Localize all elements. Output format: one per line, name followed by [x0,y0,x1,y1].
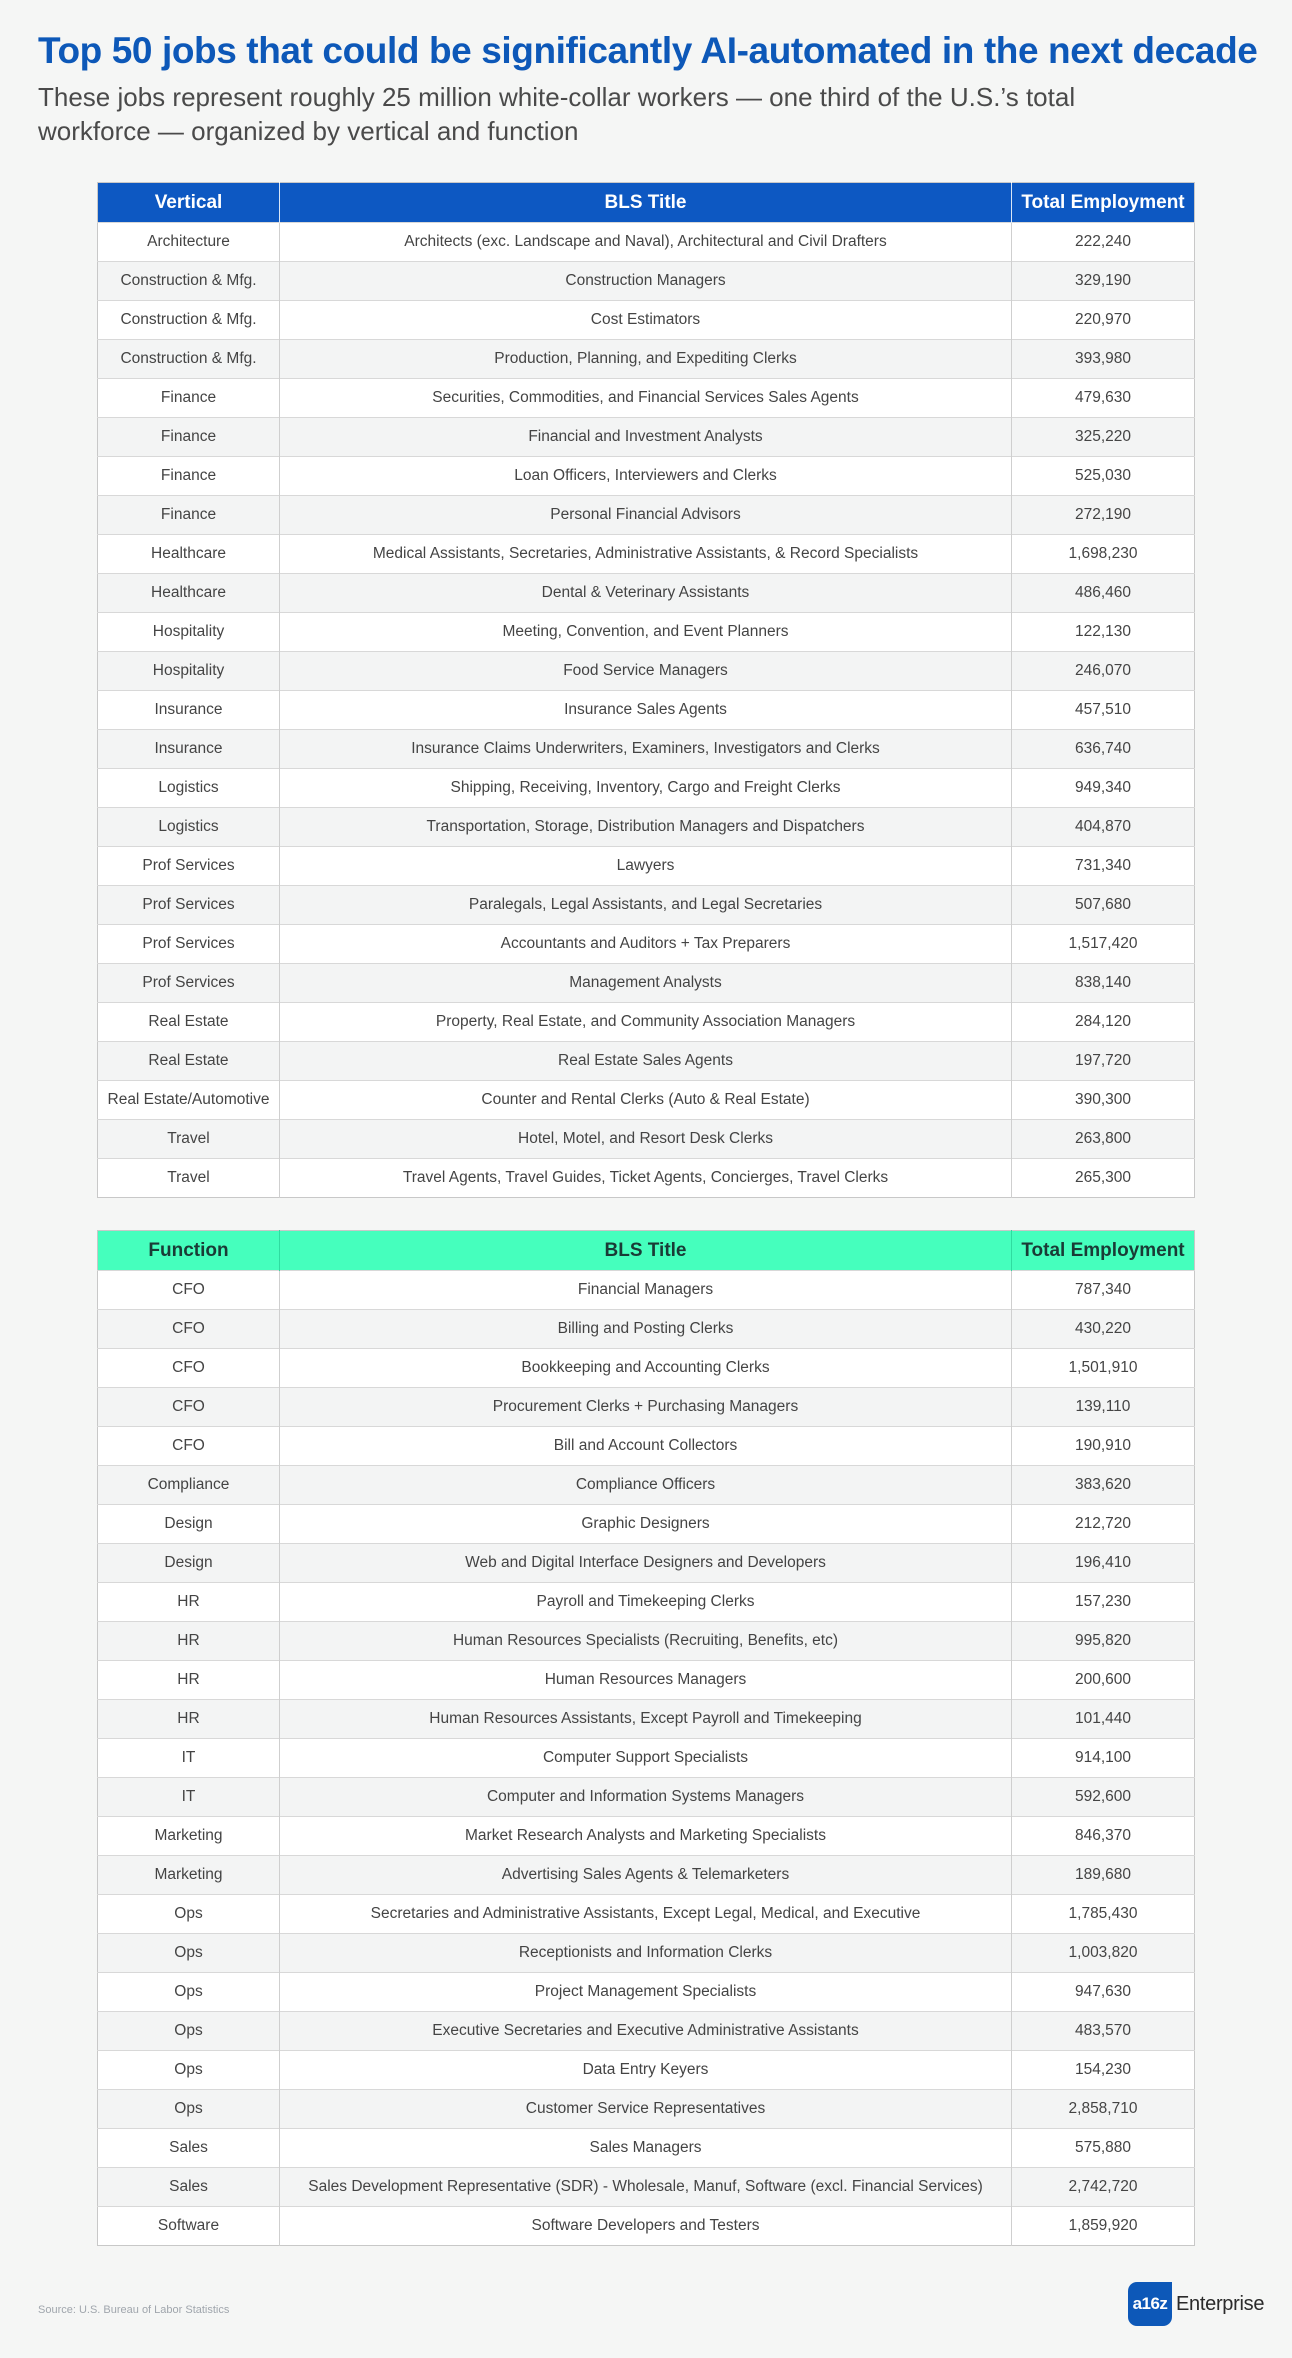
cell-total-employment: 197,720 [1012,1042,1195,1081]
cell-total-employment: 1,698,230 [1012,535,1195,574]
cell-bls-title: Lawyers [280,847,1012,886]
page-title: Top 50 jobs that could be significantly AI-automated in the next decade [38,30,1258,71]
table-row [98,1466,1195,1505]
cell-bls-title: Financial Managers [280,1271,1012,1310]
cell-category: HR [98,1661,280,1700]
table-row [98,379,1195,418]
vertical-table [97,182,1195,1198]
cell-total-employment: 1,501,910 [1012,1349,1195,1388]
cell-category: Ops [98,2012,280,2051]
cell-total-employment: 139,110 [1012,1388,1195,1427]
table-row [98,652,1195,691]
table-row [98,574,1195,613]
function-table [97,1230,1195,2246]
cell-total-employment: 246,070 [1012,652,1195,691]
cell-category: Marketing [98,1856,280,1895]
table-row [98,1388,1195,1427]
cell-category: Logistics [98,808,280,847]
table-row [98,418,1195,457]
cell-category: Prof Services [98,886,280,925]
cell-total-employment: 787,340 [1012,1271,1195,1310]
table-row [98,769,1195,808]
cell-category: Healthcare [98,535,280,574]
cell-total-employment: 592,600 [1012,1778,1195,1817]
cell-total-employment: 479,630 [1012,379,1195,418]
table-row [98,1856,1195,1895]
cell-category: Ops [98,2051,280,2090]
cell-category: Hospitality [98,613,280,652]
cell-category: Sales [98,2168,280,2207]
table-row [98,535,1195,574]
table-row [98,2207,1195,2246]
cell-bls-title: Loan Officers, Interviewers and Clerks [280,457,1012,496]
table-row [98,691,1195,730]
cell-bls-title: Medical Assistants, Secretaries, Administrative Assistants, & Record Specialists [280,535,1012,574]
cell-total-employment: 575,880 [1012,2129,1195,2168]
table-row [98,1895,1195,1934]
cell-total-employment: 838,140 [1012,964,1195,1003]
table-row [98,262,1195,301]
cell-total-employment: 212,720 [1012,1505,1195,1544]
table-row [98,2090,1195,2129]
a16z-enterprise-logo [1128,2282,1264,2326]
cell-category: Finance [98,457,280,496]
cell-bls-title: Accountants and Auditors + Tax Preparers [280,925,1012,964]
cell-total-employment: 220,970 [1012,301,1195,340]
column-header-vertical: Vertical [98,183,280,223]
cell-bls-title: Counter and Rental Clerks (Auto & Real Estate) [280,1081,1012,1120]
cell-total-employment: 329,190 [1012,262,1195,301]
cell-total-employment: 636,740 [1012,730,1195,769]
cell-category: HR [98,1583,280,1622]
column-header-function: Function [98,1231,280,1271]
page-subtitle: These jobs represent roughly 25 million white-collar workers — one third of the U.S.’s total workforce — organized by vertical and function [38,82,1076,146]
cell-total-employment: 846,370 [1012,1817,1195,1856]
table-row [98,457,1195,496]
cell-bls-title: Cost Estimators [280,301,1012,340]
cell-total-employment: 404,870 [1012,808,1195,847]
cell-bls-title: Payroll and Timekeeping Clerks [280,1583,1012,1622]
cell-category: Design [98,1505,280,1544]
cell-total-employment: 1,003,820 [1012,1934,1195,1973]
cell-bls-title: Human Resources Specialists (Recruiting, Benefits, etc) [280,1622,1012,1661]
table-row [98,2129,1195,2168]
table-row [98,1349,1195,1388]
cell-bls-title: Receptionists and Information Clerks [280,1934,1012,1973]
cell-category: Insurance [98,730,280,769]
cell-category: Finance [98,379,280,418]
cell-total-employment: 200,600 [1012,1661,1195,1700]
cell-bls-title: Web and Digital Interface Designers and Developers [280,1544,1012,1583]
table-header-row [98,183,1195,223]
cell-bls-title: Insurance Claims Underwriters, Examiners, Investigators and Clerks [280,730,1012,769]
column-header-bls-title: BLS Title [280,1231,1012,1271]
cell-category: Compliance [98,1466,280,1505]
table-row [98,1120,1195,1159]
table-row [98,1081,1195,1120]
cell-total-employment: 154,230 [1012,2051,1195,2090]
cell-bls-title: Bookkeeping and Accounting Clerks [280,1349,1012,1388]
cell-bls-title: Compliance Officers [280,1466,1012,1505]
cell-bls-title: Management Analysts [280,964,1012,1003]
table-row [98,340,1195,379]
cell-bls-title: Dental & Veterinary Assistants [280,574,1012,613]
column-header-total-employment: Total Employment [1012,183,1195,223]
cell-bls-title: Architects (exc. Landscape and Naval), Architectural and Civil Drafters [280,223,1012,262]
cell-category: Prof Services [98,964,280,1003]
table-row [98,301,1195,340]
cell-bls-title: Personal Financial Advisors [280,496,1012,535]
cell-category: HR [98,1622,280,1661]
cell-total-employment: 284,120 [1012,1003,1195,1042]
cell-category: Insurance [98,691,280,730]
cell-category: Travel [98,1120,280,1159]
cell-bls-title: Securities, Commodities, and Financial Services Sales Agents [280,379,1012,418]
cell-bls-title: Paralegals, Legal Assistants, and Legal Secretaries [280,886,1012,925]
cell-category: Software [98,2207,280,2246]
cell-bls-title: Production, Planning, and Expediting Clerks [280,340,1012,379]
cell-total-employment: 393,980 [1012,340,1195,379]
logo-wordmark: Enterprise [1176,2292,1265,2315]
table-row [98,1583,1195,1622]
cell-bls-title: Graphic Designers [280,1505,1012,1544]
cell-bls-title: Billing and Posting Clerks [280,1310,1012,1349]
cell-bls-title: Transportation, Storage, Distribution Managers and Dispatchers [280,808,1012,847]
cell-total-employment: 457,510 [1012,691,1195,730]
cell-category: CFO [98,1388,280,1427]
cell-bls-title: Human Resources Managers [280,1661,1012,1700]
cell-total-employment: 430,220 [1012,1310,1195,1349]
column-header-bls-title: BLS Title [280,183,1012,223]
table-row [98,1544,1195,1583]
cell-category: Travel [98,1159,280,1198]
table-row [98,1934,1195,1973]
cell-total-employment: 265,300 [1012,1159,1195,1198]
cell-total-employment: 122,130 [1012,613,1195,652]
cell-total-employment: 914,100 [1012,1739,1195,1778]
cell-bls-title: Hotel, Motel, and Resort Desk Clerks [280,1120,1012,1159]
cell-total-employment: 1,859,920 [1012,2207,1195,2246]
source-note: Source: U.S. Bureau of Labor Statistics [38,2304,230,2316]
cell-bls-title: Real Estate Sales Agents [280,1042,1012,1081]
cell-bls-title: Project Management Specialists [280,1973,1012,2012]
table-row [98,1003,1195,1042]
table-row [98,1271,1195,1310]
a16z-logo-icon: a16z [1128,2282,1172,2326]
cell-total-employment: 196,410 [1012,1544,1195,1583]
cell-bls-title: Software Developers and Testers [280,2207,1012,2246]
cell-category: Real Estate/Automotive [98,1081,280,1120]
cell-bls-title: Computer Support Specialists [280,1739,1012,1778]
cell-category: Ops [98,1934,280,1973]
table-row [98,2168,1195,2207]
table-row [98,1505,1195,1544]
table-row [98,1159,1195,1198]
table-row [98,1973,1195,2012]
cell-category: Design [98,1544,280,1583]
cell-bls-title: Procurement Clerks + Purchasing Managers [280,1388,1012,1427]
cell-total-employment: 1,785,430 [1012,1895,1195,1934]
cell-total-employment: 157,230 [1012,1583,1195,1622]
cell-bls-title: Property, Real Estate, and Community Association Managers [280,1003,1012,1042]
cell-total-employment: 2,858,710 [1012,2090,1195,2129]
table-row [98,2012,1195,2051]
cell-total-employment: 995,820 [1012,1622,1195,1661]
cell-category: Real Estate [98,1003,280,1042]
cell-category: HR [98,1700,280,1739]
cell-total-employment: 507,680 [1012,886,1195,925]
cell-total-employment: 222,240 [1012,223,1195,262]
cell-category: Ops [98,2090,280,2129]
cell-category: Construction & Mfg. [98,340,280,379]
cell-category: IT [98,1778,280,1817]
table-row [98,1817,1195,1856]
cell-bls-title: Advertising Sales Agents & Telemarketers [280,1856,1012,1895]
cell-category: Prof Services [98,925,280,964]
cell-category: CFO [98,1349,280,1388]
cell-total-employment: 486,460 [1012,574,1195,613]
cell-bls-title: Market Research Analysts and Marketing Specialists [280,1817,1012,1856]
cell-bls-title: Travel Agents, Travel Guides, Ticket Agents, Concierges, Travel Clerks [280,1159,1012,1198]
cell-category: Finance [98,496,280,535]
cell-category: Construction & Mfg. [98,262,280,301]
cell-total-employment: 947,630 [1012,1973,1195,2012]
table-row [98,847,1195,886]
table-row [98,1739,1195,1778]
table-row [98,925,1195,964]
cell-total-employment: 325,220 [1012,418,1195,457]
cell-bls-title: Food Service Managers [280,652,1012,691]
cell-category: Finance [98,418,280,457]
cell-total-employment: 483,570 [1012,2012,1195,2051]
cell-total-employment: 189,680 [1012,1856,1195,1895]
table-row [98,1042,1195,1081]
cell-category: Healthcare [98,574,280,613]
cell-total-employment: 263,800 [1012,1120,1195,1159]
cell-bls-title: Bill and Account Collectors [280,1427,1012,1466]
cell-category: CFO [98,1427,280,1466]
cell-total-employment: 390,300 [1012,1081,1195,1120]
cell-category: Ops [98,1895,280,1934]
cell-total-employment: 731,340 [1012,847,1195,886]
cell-total-employment: 101,440 [1012,1700,1195,1739]
cell-total-employment: 190,910 [1012,1427,1195,1466]
cell-category: CFO [98,1310,280,1349]
table-row [98,808,1195,847]
table-row [98,1661,1195,1700]
cell-bls-title: Construction Managers [280,262,1012,301]
table-row [98,613,1195,652]
cell-bls-title: Computer and Information Systems Managers [280,1778,1012,1817]
table-row [98,223,1195,262]
cell-category: Construction & Mfg. [98,301,280,340]
cell-category: Sales [98,2129,280,2168]
cell-category: Hospitality [98,652,280,691]
table-row [98,1622,1195,1661]
cell-category: Logistics [98,769,280,808]
cell-total-employment: 272,190 [1012,496,1195,535]
table-row [98,2051,1195,2090]
cell-category: Prof Services [98,847,280,886]
cell-category: Marketing [98,1817,280,1856]
cell-bls-title: Sales Managers [280,2129,1012,2168]
cell-bls-title: Data Entry Keyers [280,2051,1012,2090]
cell-bls-title: Customer Service Representatives [280,2090,1012,2129]
cell-bls-title: Sales Development Representative (SDR) - Wholesale, Manuf, Software (excl. Financial Services) [280,2168,1012,2207]
cell-bls-title: Human Resources Assistants, Except Payroll and Timekeeping [280,1700,1012,1739]
cell-category: Real Estate [98,1042,280,1081]
cell-bls-title: Financial and Investment Analysts [280,418,1012,457]
cell-total-employment: 383,620 [1012,1466,1195,1505]
cell-bls-title: Shipping, Receiving, Inventory, Cargo and Freight Clerks [280,769,1012,808]
table-row [98,1700,1195,1739]
table-row [98,1778,1195,1817]
column-header-total-employment: Total Employment [1012,1231,1195,1271]
table-row [98,730,1195,769]
cell-bls-title: Insurance Sales Agents [280,691,1012,730]
cell-total-employment: 1,517,420 [1012,925,1195,964]
table-row [98,886,1195,925]
cell-bls-title: Secretaries and Administrative Assistants, Except Legal, Medical, and Executive [280,1895,1012,1934]
cell-total-employment: 525,030 [1012,457,1195,496]
cell-category: CFO [98,1271,280,1310]
cell-bls-title: Meeting, Convention, and Event Planners [280,613,1012,652]
cell-total-employment: 2,742,720 [1012,2168,1195,2207]
table-row [98,496,1195,535]
table-row [98,1310,1195,1349]
table-header-row [98,1231,1195,1271]
cell-category: Architecture [98,223,280,262]
cell-category: Ops [98,1973,280,2012]
cell-bls-title: Executive Secretaries and Executive Administrative Assistants [280,2012,1012,2051]
table-row [98,964,1195,1003]
cell-category: IT [98,1739,280,1778]
table-row [98,1427,1195,1466]
cell-total-employment: 949,340 [1012,769,1195,808]
